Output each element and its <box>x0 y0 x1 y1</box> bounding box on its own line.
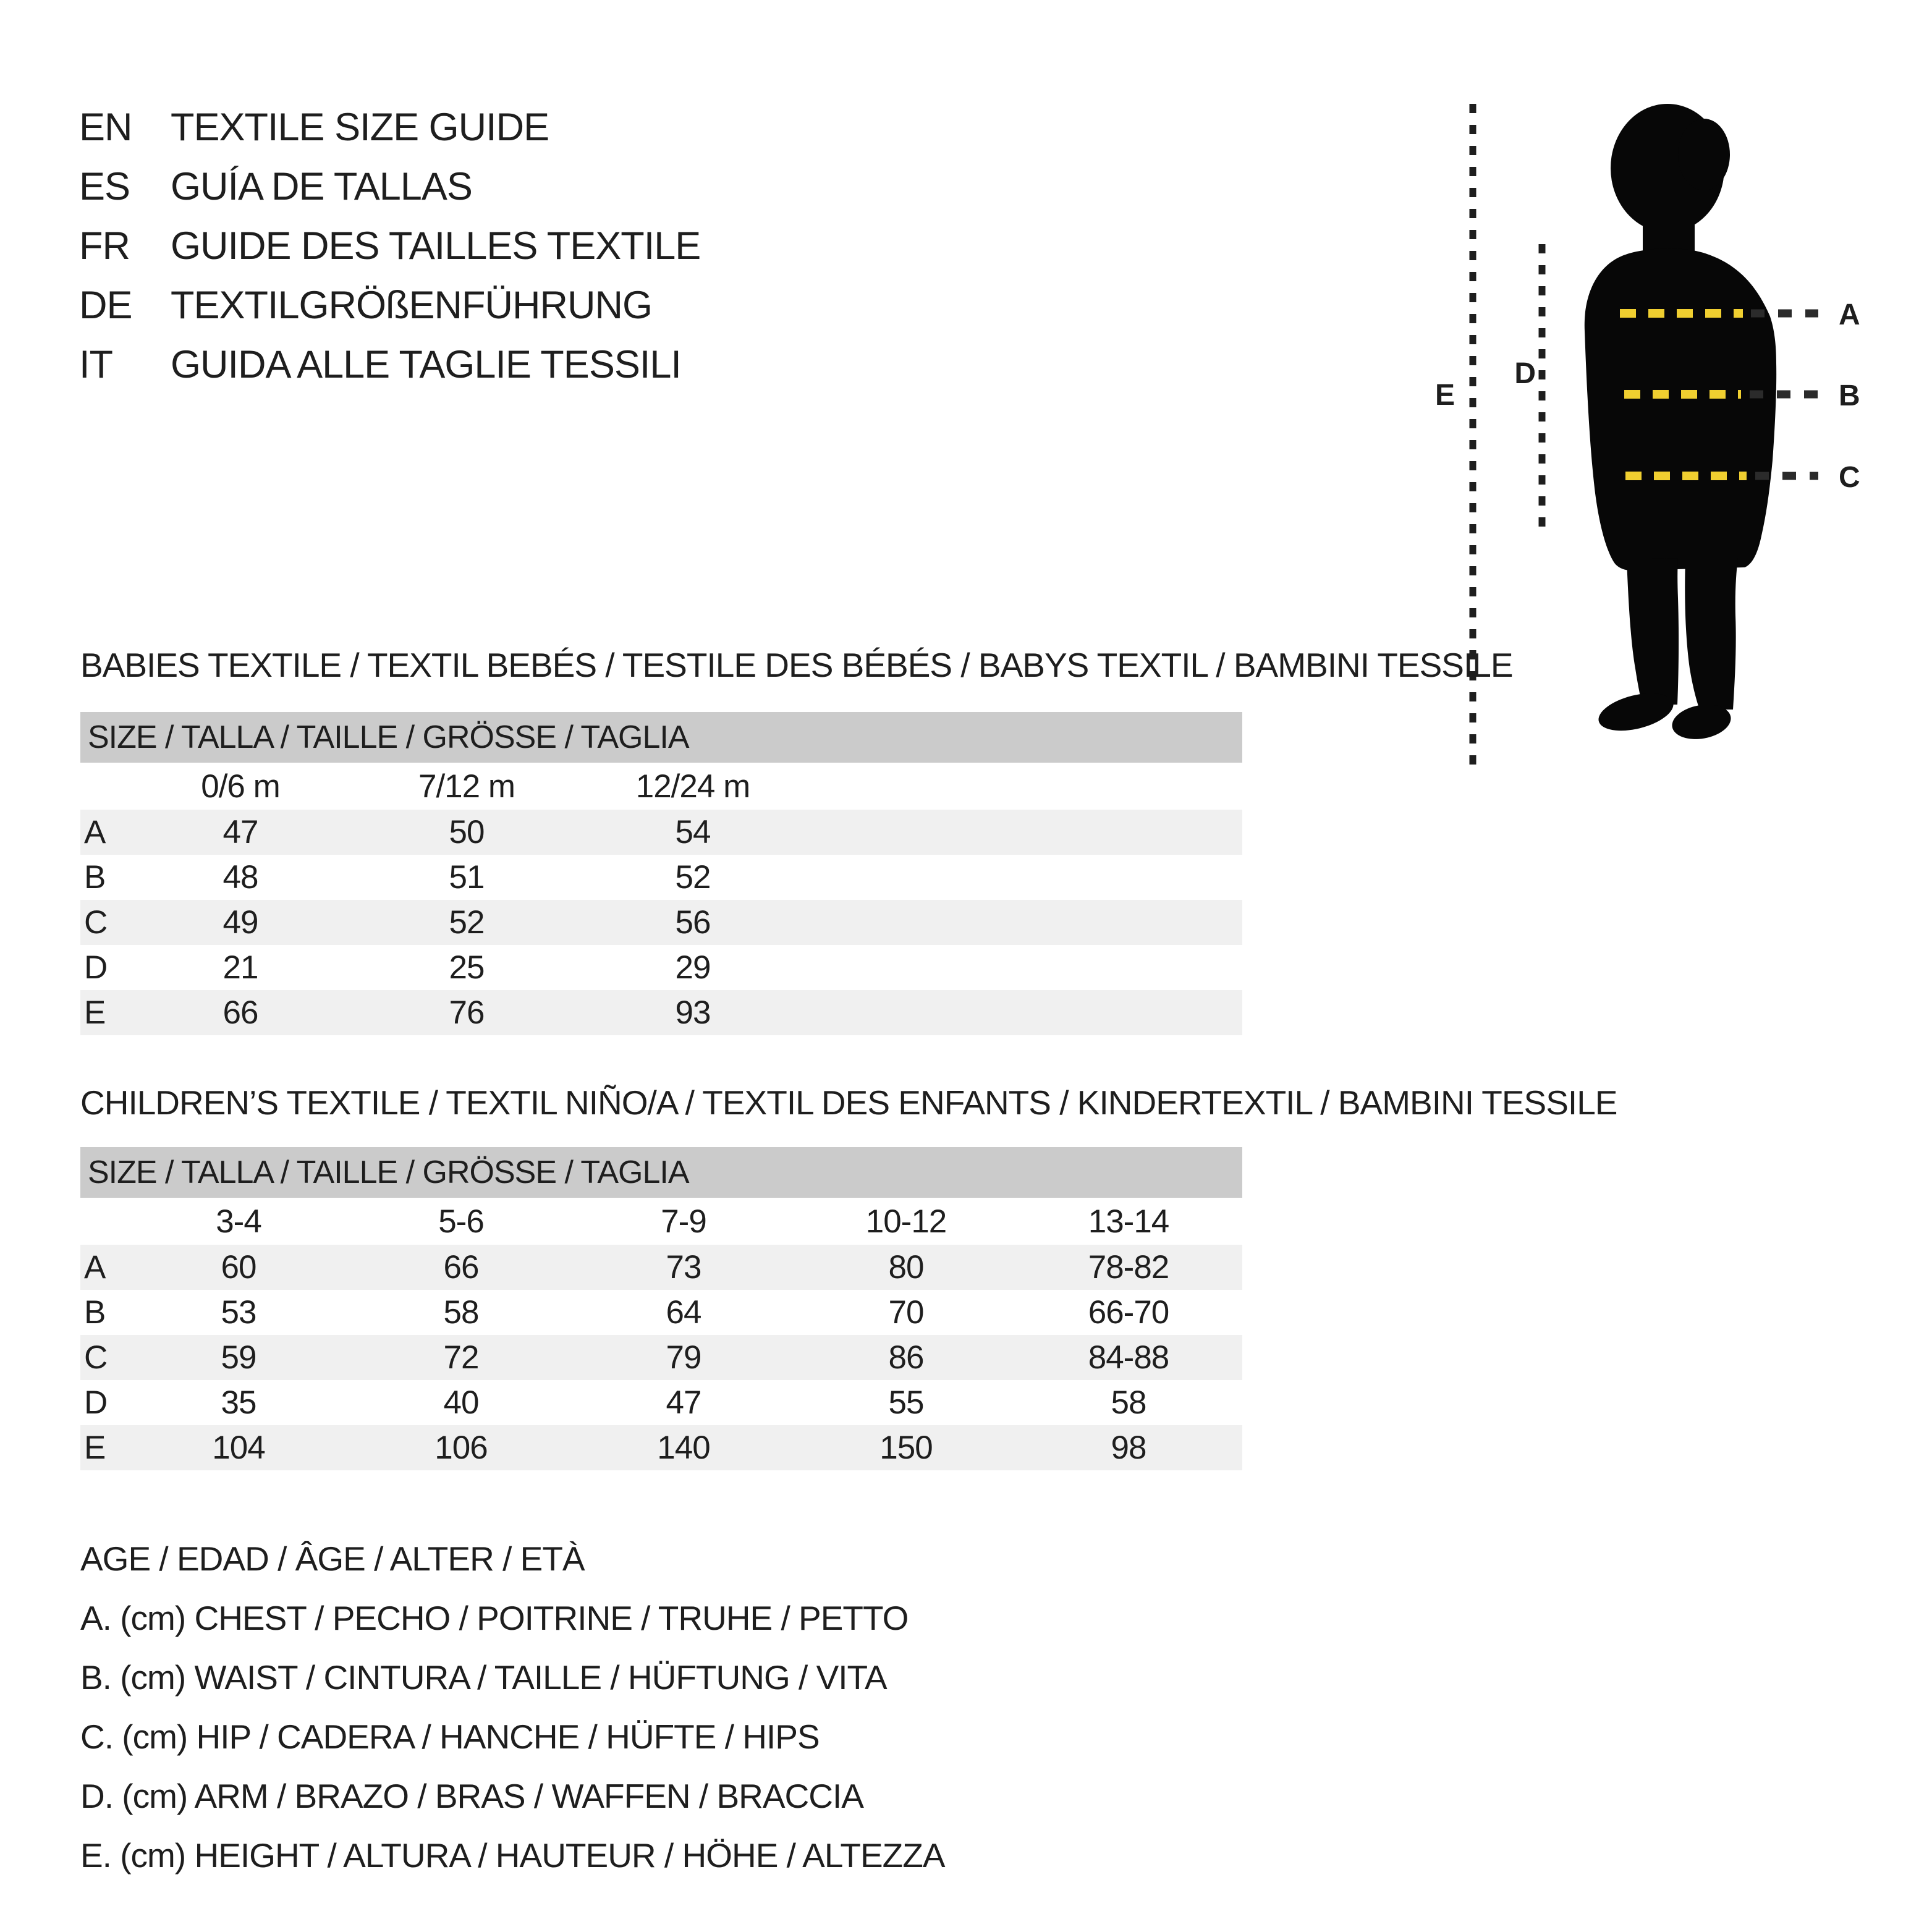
language-title: GUÍA DE TALLAS <box>171 165 472 208</box>
legend-chest: A. (cm) CHEST / PECHO / POITRINE / TRUHE / PETTO <box>80 1599 909 1637</box>
children-column-header-row <box>80 1198 1242 1245</box>
table-cell: 21 <box>222 949 258 986</box>
table-cell: 40 <box>443 1384 479 1421</box>
table-cell: 79 <box>666 1339 701 1376</box>
language-code: EN <box>79 106 132 149</box>
table-cell: 52 <box>675 859 711 896</box>
table-cell: 58 <box>443 1294 479 1331</box>
language-code: ES <box>79 165 130 208</box>
babies-size-table <box>80 712 1242 1035</box>
table-cell: 64 <box>666 1294 701 1331</box>
table-cell: 106 <box>434 1430 488 1466</box>
column-header: 7/12 m <box>418 768 515 805</box>
language-code: DE <box>79 284 132 327</box>
table-cell: 49 <box>222 904 258 941</box>
legend-age: AGE / EDAD / ÂGE / ALTER / ETÀ <box>80 1540 585 1578</box>
table-cell: 78-82 <box>1088 1249 1169 1286</box>
table-cell: 25 <box>449 949 485 986</box>
chest-label: A <box>1839 299 1860 331</box>
legend-height: E. (cm) HEIGHT / ALTURA / HAUTEUR / HÖHE / ALTEZZA <box>80 1836 945 1875</box>
language-title: TEXTILE SIZE GUIDE <box>171 106 549 149</box>
children-table-header: SIZE / TALLA / TAILLE / GRÖSSE / TAGLIA <box>80 1147 1242 1198</box>
hip-label: C <box>1839 461 1860 494</box>
babies-table-header: SIZE / TALLA / TAILLE / GRÖSSE / TAGLIA <box>80 712 1242 763</box>
row-label: C <box>84 904 108 941</box>
table-cell: 66 <box>222 994 258 1031</box>
arm-label: D <box>1514 357 1536 390</box>
table-cell: 80 <box>888 1249 924 1286</box>
language-row-en <box>79 98 1006 157</box>
language-title: TEXTILGRÖßENFÜHRUNG <box>171 284 653 327</box>
legend-arm: D. (cm) ARM / BRAZO / BRAS / WAFFEN / BRACCIA <box>80 1777 863 1815</box>
table-row <box>80 810 1242 855</box>
table-cell: 59 <box>221 1339 256 1376</box>
measurement-legend <box>80 1529 1564 1885</box>
row-label: D <box>84 949 108 986</box>
column-header: 5-6 <box>438 1203 484 1240</box>
column-header: 12/24 m <box>635 768 750 805</box>
table-cell: 104 <box>212 1430 265 1466</box>
row-label: D <box>84 1384 108 1421</box>
column-header: 7-9 <box>661 1203 706 1240</box>
table-row <box>80 1290 1242 1335</box>
table-cell: 47 <box>666 1384 701 1421</box>
table-row <box>80 990 1242 1035</box>
row-label: E <box>84 1430 106 1466</box>
language-row-fr <box>79 216 1006 276</box>
table-row <box>80 900 1242 945</box>
table-cell: 54 <box>675 814 711 850</box>
table-cell: 51 <box>449 859 485 896</box>
table-cell: 35 <box>221 1384 256 1421</box>
language-row-it <box>79 335 1006 394</box>
height-label: E <box>1435 379 1455 412</box>
table-cell: 52 <box>449 904 485 941</box>
table-cell: 72 <box>443 1339 479 1376</box>
row-label: A <box>84 814 106 850</box>
children-size-table <box>80 1147 1242 1470</box>
table-cell: 86 <box>888 1339 924 1376</box>
column-header: 0/6 m <box>201 768 280 805</box>
language-title: GUIDA ALLE TAGLIE TESSILI <box>171 343 681 386</box>
table-cell: 70 <box>888 1294 924 1331</box>
legend-hip: C. (cm) HIP / CADERA / HANCHE / HÜFTE / HIPS <box>80 1718 820 1756</box>
child-silhouette <box>1585 104 1776 744</box>
table-cell: 53 <box>221 1294 256 1331</box>
table-row <box>80 1425 1242 1470</box>
table-cell: 150 <box>879 1430 933 1466</box>
column-header: 3-4 <box>216 1203 261 1240</box>
babies-section-title: BABIES TEXTILE / TEXTIL BEBÉS / TESTILE DES BÉBÉS / BABYS TEXTIL / BAMBINI TESSILE <box>80 646 1513 684</box>
row-label: B <box>84 1294 106 1331</box>
row-label: E <box>84 994 106 1031</box>
table-cell: 84-88 <box>1088 1339 1169 1376</box>
language-title-list <box>79 98 1006 394</box>
table-row <box>80 945 1242 990</box>
legend-waist: B. (cm) WAIST / CINTURA / TAILLE / HÜFTUNG / VITA <box>80 1658 887 1697</box>
row-label: A <box>84 1249 106 1286</box>
table-cell: 48 <box>222 859 258 896</box>
babies-column-header-row <box>80 763 1242 810</box>
table-row <box>80 1245 1242 1290</box>
column-header: 10-12 <box>865 1203 947 1240</box>
language-title: GUIDE DES TAILLES TEXTILE <box>171 224 701 268</box>
language-row-de <box>79 276 1006 335</box>
table-cell: 47 <box>222 814 258 850</box>
table-cell: 29 <box>675 949 711 986</box>
table-cell: 50 <box>449 814 485 850</box>
row-label: C <box>84 1339 108 1376</box>
table-cell: 55 <box>888 1384 924 1421</box>
table-cell: 98 <box>1111 1430 1146 1466</box>
table-cell: 56 <box>675 904 711 941</box>
table-row <box>80 855 1242 900</box>
table-cell: 58 <box>1111 1384 1146 1421</box>
table-cell: 73 <box>666 1249 701 1286</box>
table-cell: 140 <box>657 1430 710 1466</box>
language-code: FR <box>79 224 130 268</box>
table-cell: 60 <box>221 1249 256 1286</box>
language-row-es <box>79 157 1006 216</box>
table-row <box>80 1380 1242 1425</box>
table-cell: 66 <box>443 1249 479 1286</box>
waist-label: B <box>1839 379 1860 412</box>
table-cell: 93 <box>675 994 711 1031</box>
table-cell: 76 <box>449 994 485 1031</box>
column-header: 13-14 <box>1088 1203 1169 1240</box>
table-row <box>80 1335 1242 1380</box>
row-label: B <box>84 859 106 896</box>
children-section-title: CHILDREN’S TEXTILE / TEXTIL NIÑO/A / TEXTIL DES ENFANTS / KINDERTEXTIL / BAMBINI TESSILE <box>80 1083 1617 1122</box>
language-code: IT <box>79 343 112 386</box>
table-cell: 66-70 <box>1088 1294 1169 1331</box>
